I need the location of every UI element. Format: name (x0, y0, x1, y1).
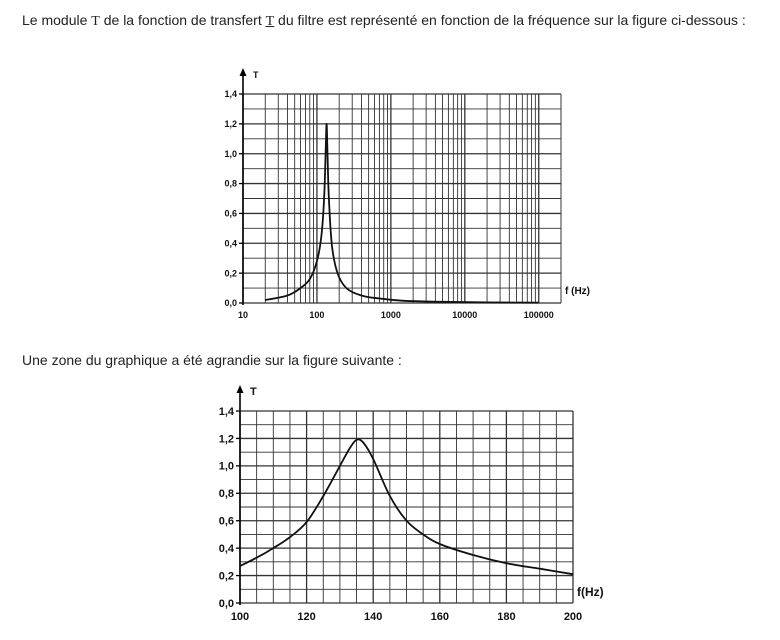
x-tick-label: 1000 (380, 310, 401, 320)
y-tick-label: 0,2 (224, 268, 237, 279)
y-tick-label: 1,4 (218, 405, 234, 418)
x-tick-label: 100 (230, 611, 250, 623)
y-tick-label: 0,0 (218, 597, 234, 610)
y-axis-arrow-icon (237, 385, 244, 393)
intro-text-c: du filtre est représenté en fonction de la fréquence sur la figure ci-dessous : (274, 12, 746, 28)
y-tick-label: 0,4 (218, 542, 234, 555)
x-tick-label: 120 (297, 611, 316, 623)
zoom-paragraph: Une zone du graphique a été agrandie sur la figure suivante : (22, 352, 402, 368)
y-tick-label: 1,2 (218, 433, 234, 446)
y-tick-label: 0,8 (218, 488, 234, 501)
y-tick-label: 0,0 (224, 298, 237, 309)
x-tick-label: 100000 (523, 310, 554, 320)
x-tick-label: 160 (430, 611, 449, 623)
y-tick-label: 1,4 (224, 89, 237, 100)
x-axis-label: f (Hz) (565, 286, 590, 297)
x-tick-label: 200 (563, 611, 583, 623)
y-tick-label: 0,4 (224, 238, 237, 249)
intro-symbol-T: T (91, 14, 100, 29)
y-tick-label: 0,8 (224, 178, 237, 189)
x-tick-label: 140 (364, 611, 383, 623)
intro-text-b: de la fonction de transfert (99, 12, 266, 28)
y-axis-label: T (250, 386, 257, 398)
y-tick-label: 0,2 (218, 570, 234, 583)
x-tick-label: 100 (309, 310, 325, 320)
intro-text-a: Le module (22, 12, 92, 28)
y-tick-label: 0,6 (224, 208, 237, 219)
x-tick-label: 180 (497, 611, 516, 623)
x-tick-label: 10 (237, 310, 249, 320)
y-tick-label: 0,6 (218, 515, 234, 528)
intro-symbol-T-complex: T (265, 14, 275, 29)
x-axis-label: f(Hz) (577, 585, 604, 599)
y-tick-label: 1,2 (224, 119, 237, 130)
x-tick-label: 10000 (452, 310, 478, 320)
y-tick-label: 1,0 (224, 148, 237, 159)
y-axis-label: T (253, 70, 259, 80)
y-tick-label: 1,0 (218, 460, 234, 473)
